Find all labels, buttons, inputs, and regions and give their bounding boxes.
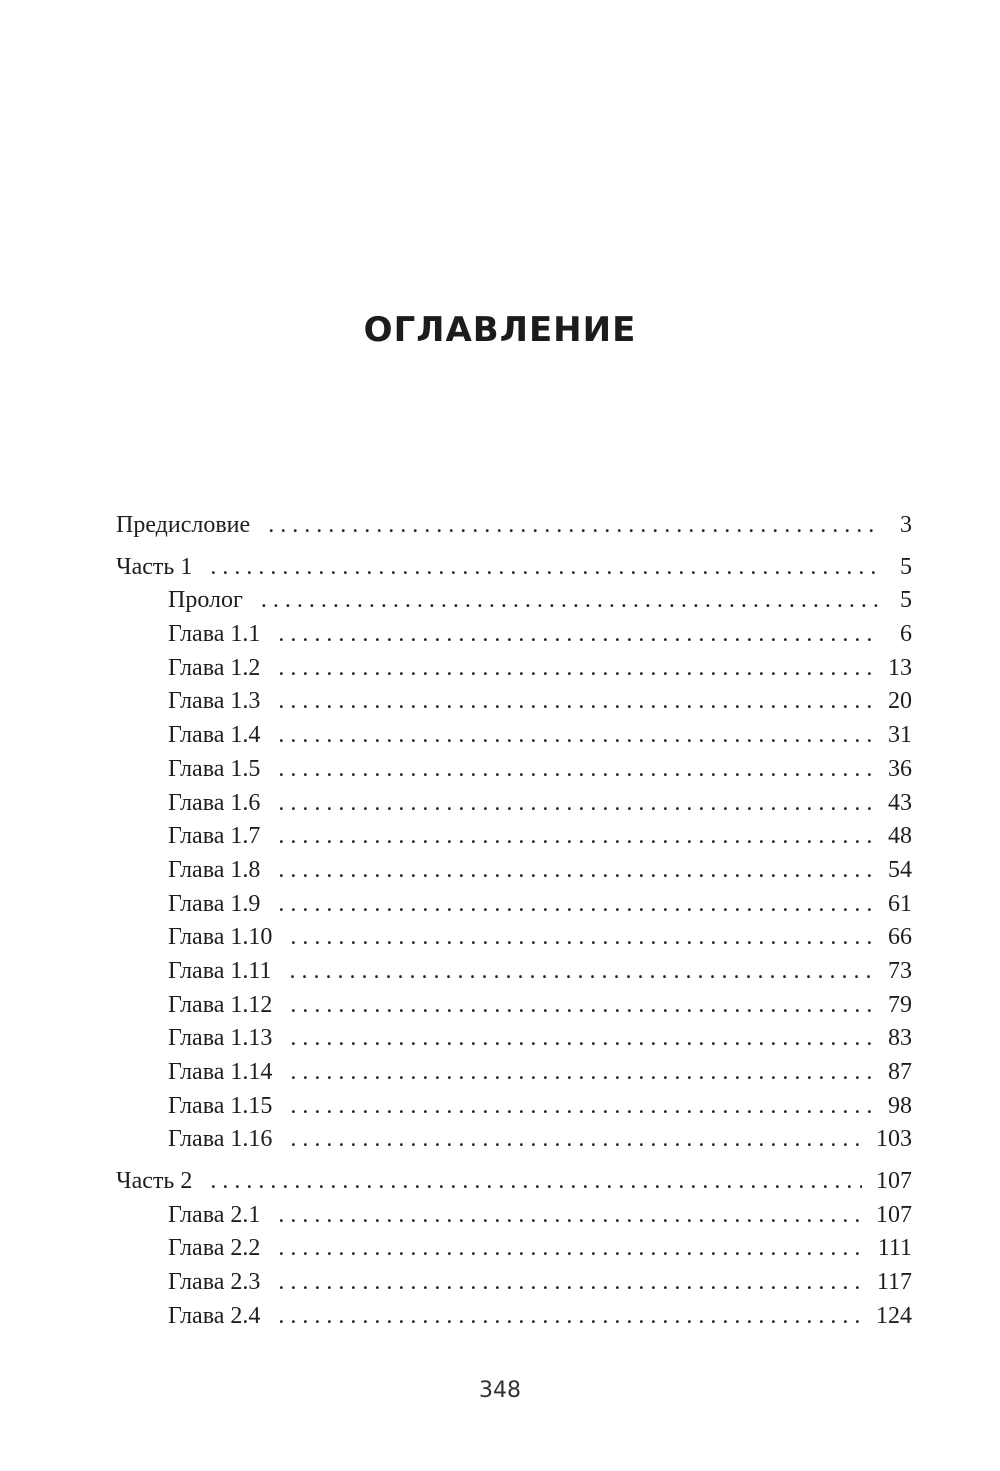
toc-entry-page: 79	[888, 991, 912, 1018]
dot-leader	[290, 1123, 862, 1157]
toc-entry-label: Часть 1	[116, 553, 193, 580]
toc-entry-chapter-1-7[interactable]	[116, 820, 912, 854]
toc-entry-label: Глава 1.2	[168, 654, 261, 681]
toc-entry-label: Глава 1.9	[168, 890, 261, 917]
dot-leader	[278, 618, 878, 652]
toc-entry-page: 54	[888, 856, 912, 883]
toc-entry-chapter-1-3[interactable]	[116, 685, 912, 719]
toc-entry-page: 87	[888, 1059, 912, 1085]
toc-entry-chapter-2-3[interactable]	[116, 1266, 912, 1300]
toc-entry-chapter-1-5[interactable]	[116, 753, 912, 787]
toc-entry-chapter-2-4[interactable]	[116, 1300, 912, 1334]
dot-leader	[289, 955, 874, 989]
toc-entry-page: 73	[888, 957, 912, 984]
dot-leader	[290, 1090, 874, 1124]
dot-leader	[278, 719, 874, 753]
toc-entry-page: 20	[888, 688, 912, 715]
toc-entry-chapter-1-11[interactable]	[116, 955, 912, 989]
toc-entry-label: Глава 2.4	[168, 1302, 261, 1329]
toc-entry-label: Глава 1.6	[168, 789, 261, 816]
toc-entry-label: Глава 1.10	[168, 924, 273, 951]
dot-leader	[290, 989, 874, 1023]
toc-entry-chapter-2-1[interactable]	[116, 1199, 912, 1233]
toc-entry-chapter-1-1[interactable]	[116, 618, 912, 652]
dot-leader	[278, 652, 874, 686]
toc-entry-page: 3	[900, 512, 912, 538]
toc-entry-chapter-1-6[interactable]	[116, 787, 912, 821]
dot-leader	[278, 1266, 863, 1300]
toc-entry-page: 98	[888, 1092, 912, 1119]
toc-entry-page: 61	[888, 890, 912, 917]
toc-entry-chapter-1-4[interactable]	[116, 719, 912, 753]
toc-entry-label: Глава 1.1	[168, 621, 261, 648]
toc-entry-page: 66	[888, 924, 912, 951]
dot-leader	[278, 888, 874, 922]
toc-entry-page: 103	[876, 1126, 912, 1153]
table-of-contents	[116, 509, 912, 1334]
toc-entry-chapter-1-10[interactable]	[116, 921, 912, 955]
dot-leader	[278, 854, 874, 888]
toc-entry-chapter-1-2[interactable]	[116, 652, 912, 686]
toc-entry-part-2[interactable]	[116, 1165, 912, 1199]
toc-entry-chapter-1-15[interactable]	[116, 1090, 912, 1124]
dot-leader	[278, 1300, 862, 1334]
toc-entry-label: Глава 1.13	[168, 1025, 273, 1052]
toc-entry-label: Глава 1.12	[168, 991, 273, 1018]
dot-leader	[278, 1232, 863, 1266]
toc-entry-page: 43	[888, 789, 912, 816]
dot-leader	[278, 753, 874, 787]
toc-entry-label: Глава 1.15	[168, 1092, 273, 1119]
dot-leader	[290, 921, 874, 955]
toc-entry-label: Глава 1.5	[168, 755, 261, 782]
toc-entry-preface[interactable]	[116, 509, 912, 543]
toc-entry-part-1[interactable]	[116, 551, 912, 585]
toc-entry-label: Глава 2.1	[168, 1201, 261, 1228]
dot-leader	[210, 551, 878, 585]
toc-entry-page: 36	[888, 755, 912, 782]
toc-entry-label: Глава 1.16	[168, 1126, 273, 1153]
toc-entry-page: 117	[876, 1269, 912, 1296]
toc-entry-chapter-1-14[interactable]	[116, 1056, 912, 1090]
toc-entry-page: 31	[888, 722, 912, 749]
dot-leader	[278, 787, 874, 821]
toc-entry-label: Глава 1.8	[168, 856, 261, 883]
toc-entry-page: 5	[900, 553, 912, 580]
toc-entry-label: Глава 2.3	[168, 1269, 261, 1296]
toc-entry-chapter-1-12[interactable]	[116, 989, 912, 1023]
page-number: 348	[479, 1378, 521, 1403]
toc-entry-chapter-1-13[interactable]	[116, 1022, 912, 1056]
dot-leader	[268, 509, 878, 543]
dot-leader	[278, 685, 874, 719]
toc-entry-label: Пролог	[168, 587, 243, 614]
toc-entry-page: 5	[900, 587, 912, 614]
toc-entry-page: 107	[876, 1168, 912, 1195]
toc-entry-page: 48	[888, 823, 912, 850]
toc-entry-prologue[interactable]	[116, 584, 912, 618]
toc-entry-label: Глава 1.4	[168, 722, 261, 749]
toc-entry-label: Часть 2	[116, 1168, 193, 1195]
toc-entry-chapter-1-16[interactable]	[116, 1123, 912, 1157]
dot-leader	[261, 584, 878, 618]
toc-entry-chapter-1-8[interactable]	[116, 854, 912, 888]
toc-entry-page: 124	[876, 1302, 912, 1329]
toc-entry-page: 111	[877, 1235, 912, 1262]
toc-entry-chapter-2-2[interactable]	[116, 1232, 912, 1266]
toc-entry-label: Глава 1.11	[168, 957, 272, 984]
dot-leader	[278, 820, 874, 854]
dot-leader	[210, 1165, 862, 1199]
page-title: ОГЛАВЛЕНИЕ	[363, 310, 637, 350]
toc-entry-label: Глава 1.14	[168, 1059, 273, 1085]
toc-entry-label: Глава 1.3	[168, 688, 261, 715]
toc-entry-page: 83	[888, 1025, 912, 1052]
toc-entry-label: Глава 1.7	[168, 823, 261, 850]
toc-entry-chapter-1-9[interactable]	[116, 888, 912, 922]
toc-entry-page: 13	[888, 654, 912, 681]
toc-entry-label: Предисловие	[116, 512, 251, 538]
dot-leader	[278, 1199, 862, 1233]
toc-entry-page: 6	[900, 621, 912, 648]
toc-entry-label: Глава 2.2	[168, 1235, 261, 1262]
dot-leader	[290, 1056, 874, 1090]
dot-leader	[290, 1022, 874, 1056]
toc-entry-page: 107	[876, 1201, 912, 1228]
